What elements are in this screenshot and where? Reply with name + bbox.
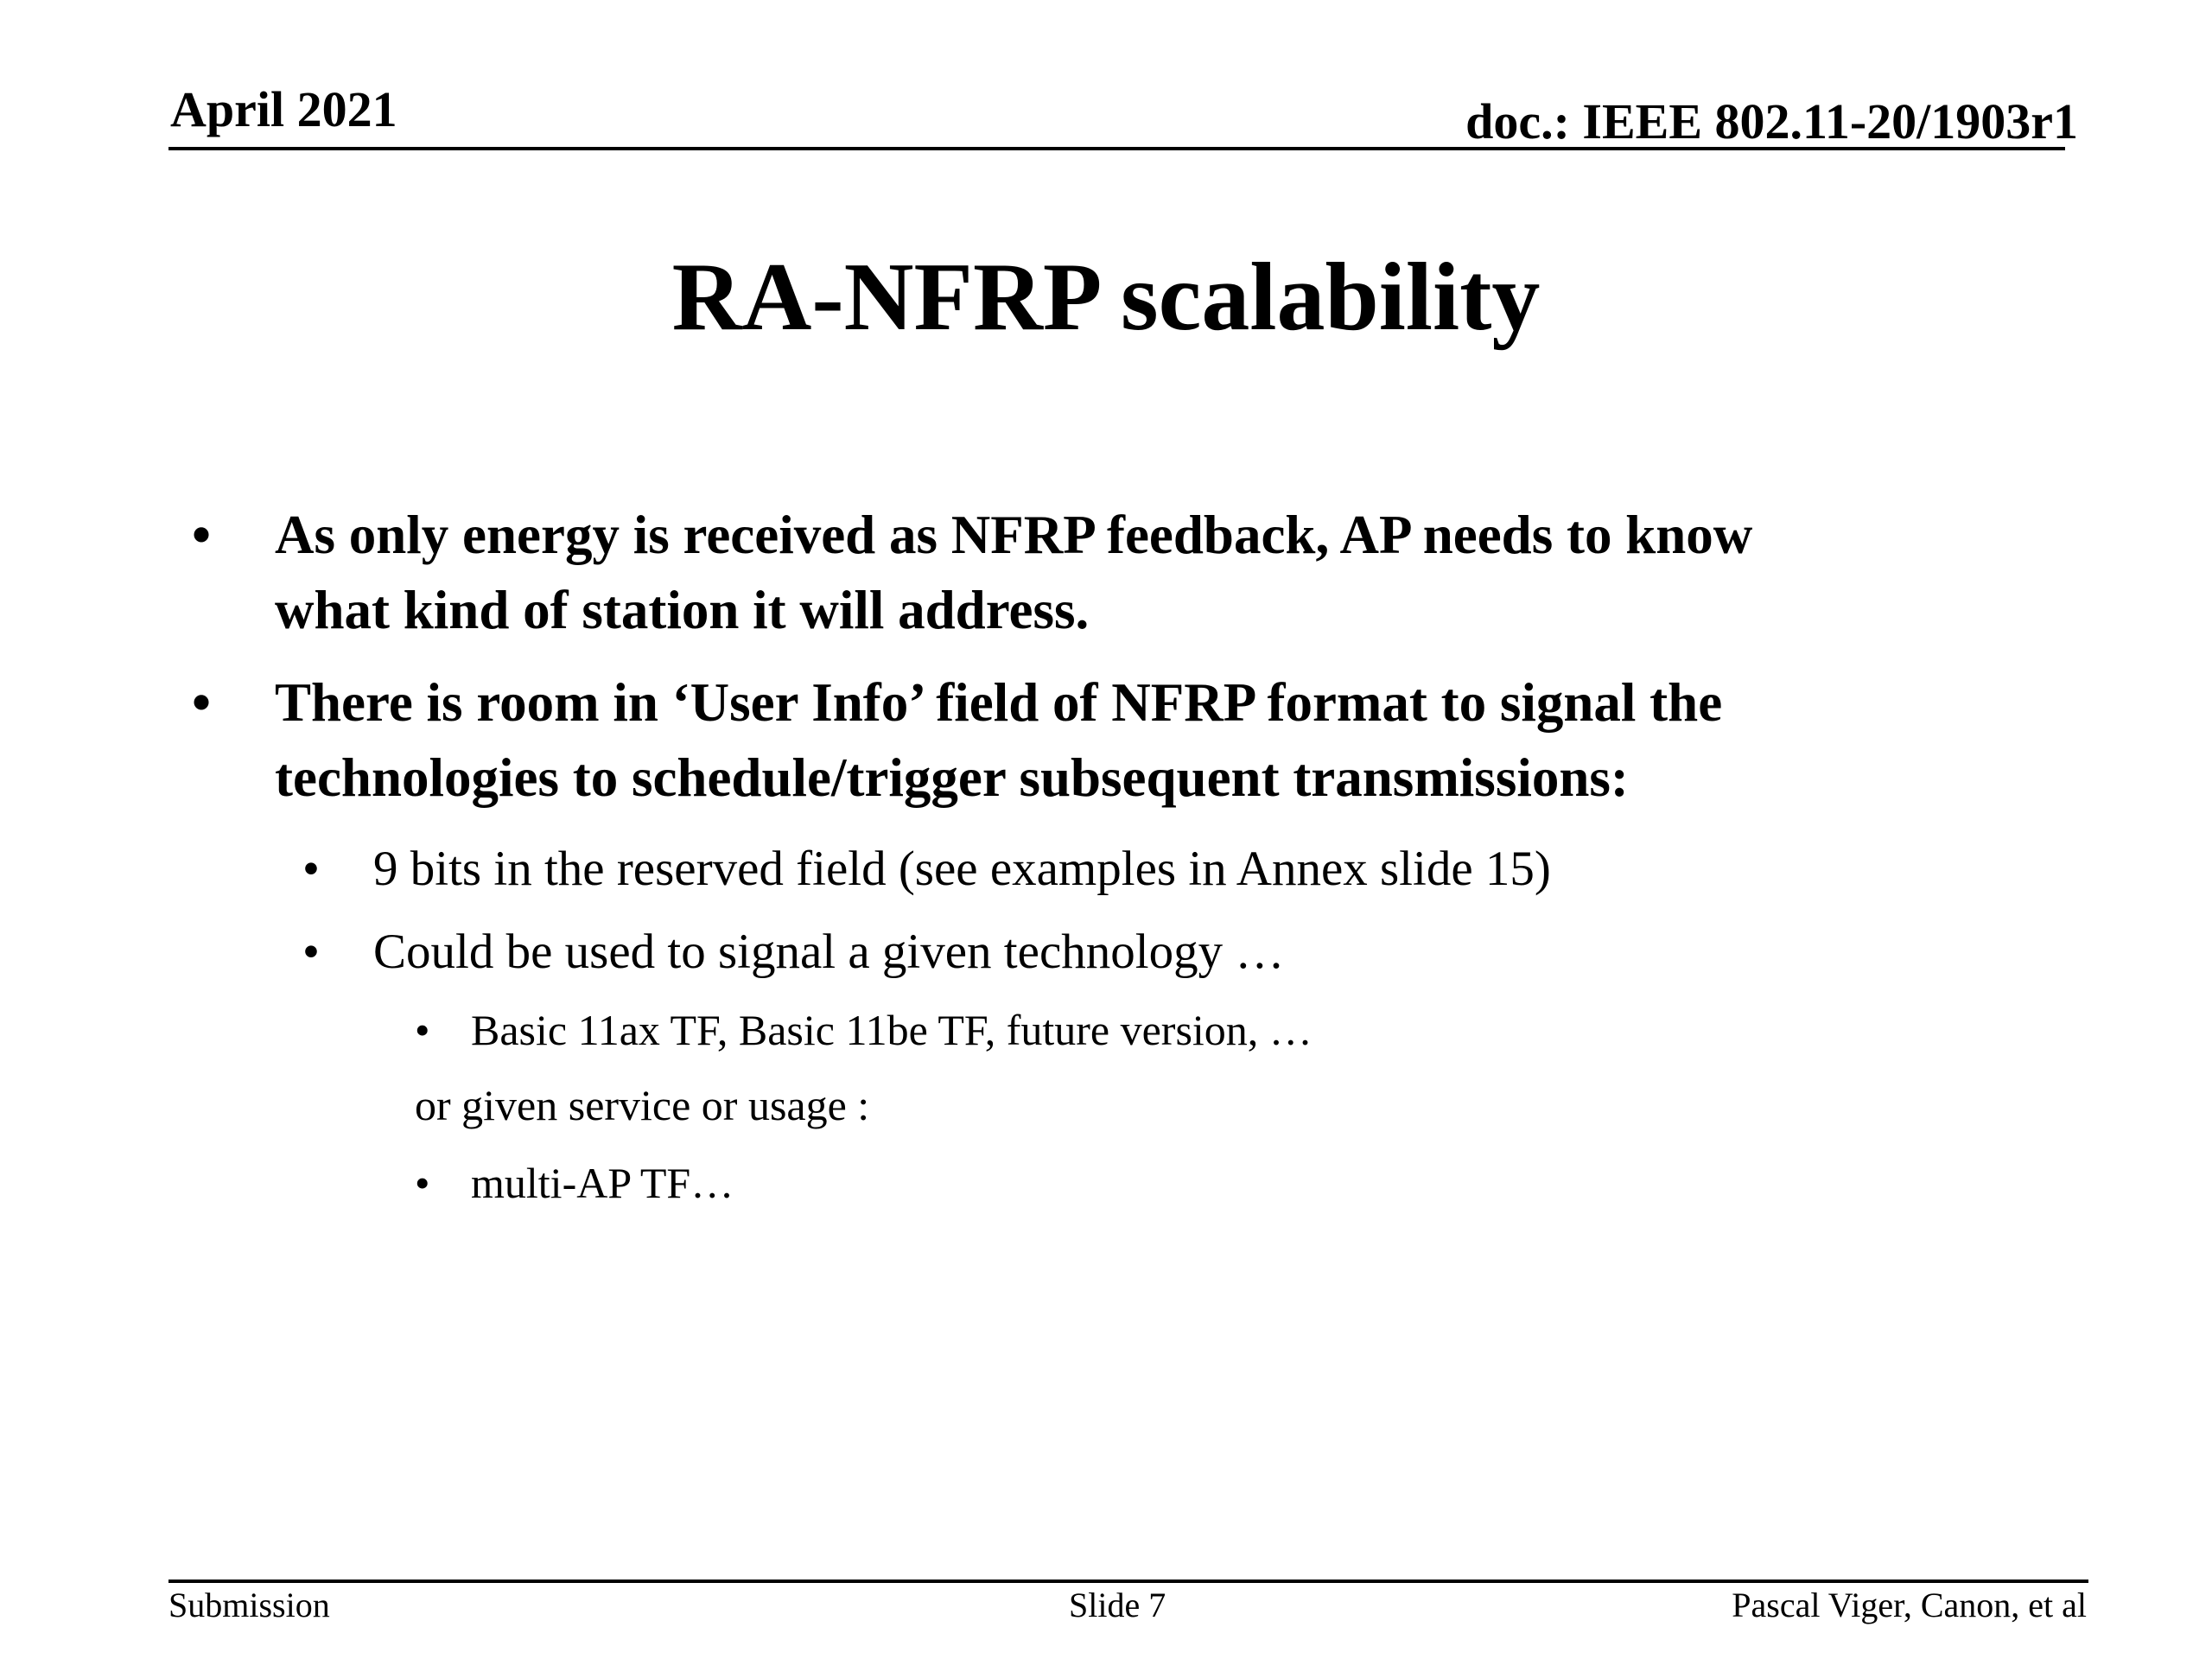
header-doc-id: doc.: IEEE 802.11-20/1903r1: [1465, 93, 2078, 149]
bullet-text-line: technologies to schedule/trigger subsequent transmissions:: [275, 747, 1629, 808]
header-divider: [168, 147, 2065, 150]
sub-sub-bullet-text: multi-AP TF…: [471, 1159, 734, 1207]
bullet-text-line: As only energy is received as NFRP feedback, AP needs to know: [275, 505, 1753, 565]
bullet-text-line: There is room in ‘User Info’ field of NFRP format to signal the: [275, 672, 1723, 733]
sub-bullet-text: Could be used to signal a given technology …: [373, 925, 1285, 979]
header-date: April 2021: [170, 81, 397, 137]
bullet-icon: •: [302, 925, 320, 979]
plain-text: or given service or usage :: [415, 1081, 870, 1129]
bullet-icon: •: [192, 672, 212, 733]
sub-bullet-text: 9 bits in the reserved field (see examples in Annex slide 15): [373, 842, 1551, 896]
slide-title: RA-NFRP scalability: [671, 244, 1541, 351]
bullet-icon: •: [415, 1159, 430, 1207]
bullet-text-line: what kind of station it will address.: [275, 580, 1090, 640]
footer-authors: Pascal Viger, Canon, et al: [1732, 1586, 2087, 1624]
footer-divider: [168, 1580, 2088, 1583]
bullet-icon: •: [302, 842, 320, 896]
bullet-icon: •: [192, 505, 212, 565]
bullet-icon: •: [415, 1006, 430, 1054]
sub-sub-bullet-text: Basic 11ax TF, Basic 11be TF, future version, …: [471, 1006, 1313, 1054]
footer-submission: Submission: [168, 1586, 330, 1624]
footer-slide-number: Slide 7: [1069, 1586, 1166, 1624]
